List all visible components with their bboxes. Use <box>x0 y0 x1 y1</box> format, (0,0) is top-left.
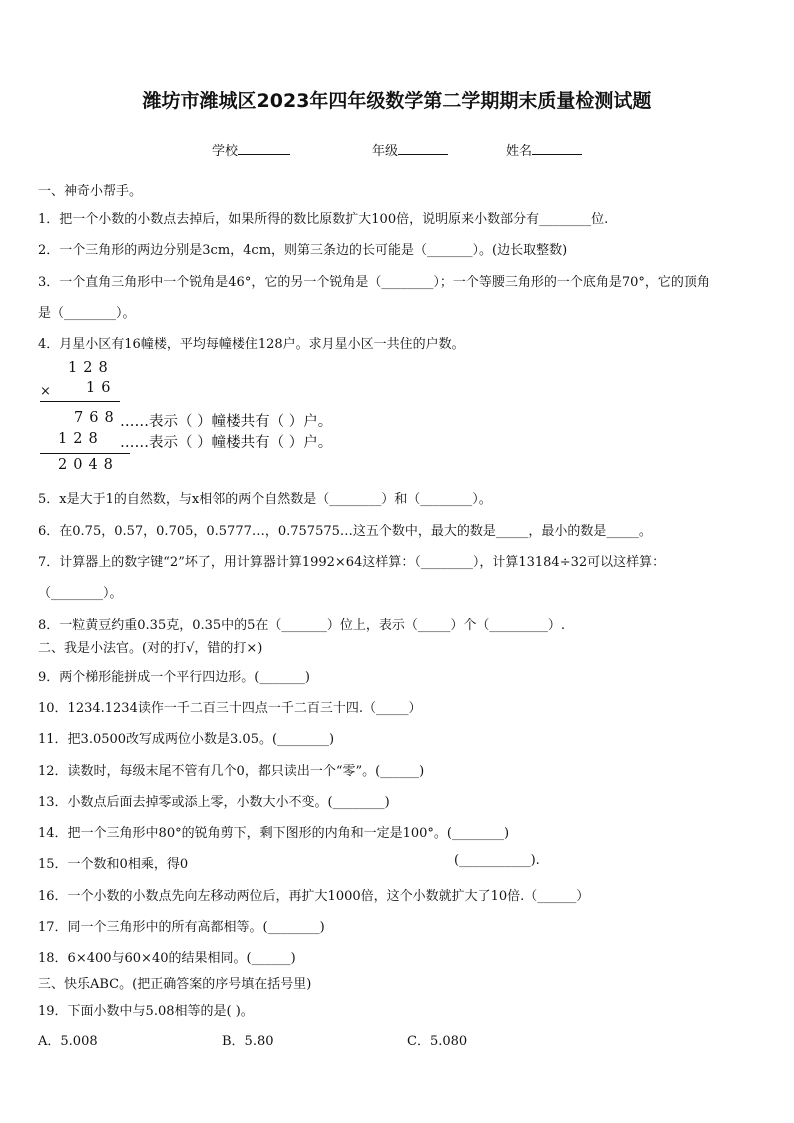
school-blank[interactable] <box>238 142 290 155</box>
question-5: 5．x是大于1的自然数，与x相邻的两个自然数是（________）和（________）。 <box>38 492 492 507</box>
calc-multiplier: 16 <box>86 380 117 396</box>
calc-partial-2: 128 <box>58 431 104 447</box>
question-9: 9．两个梯形能拼成一个平行四边形。(_______) <box>38 670 310 685</box>
question-19: 19．下面小数中与5.08相等的是( )。 <box>38 1004 254 1019</box>
school-field <box>212 140 290 159</box>
question-17: 17．同一个三角形中的所有高都相等。(________) <box>38 920 325 935</box>
option-a[interactable]: A．5.008 <box>38 1034 98 1049</box>
name-field <box>506 140 582 159</box>
question-12: 12．读数时，每级末尾不管有几个0，都只读出一个“零”。(______) <box>38 764 425 779</box>
calc-rule-2 <box>40 453 130 454</box>
question-3: 3．一个直角三角形中一个锐角是46°，它的另一个锐角是（________）；一个等腰三角形的一个底角是70°，它的顶角 <box>38 275 710 290</box>
calc-times-sign: × <box>40 384 57 399</box>
calc-partial-2-note: ……表示（ ）幢楼共有（ ）户。 <box>120 435 333 451</box>
question-6: 6．在0.75，0.57，0.705，0.5777…，0.757575…这五个数中，最大的数是_____，最小的数是_____。 <box>38 524 652 539</box>
calc-rule-1 <box>40 401 120 402</box>
question-15-blank[interactable]: (___________). <box>454 853 540 868</box>
question-14: 14．把一个三角形中80°的锐角剪下，剩下图形的内角和一定是100°。(________) <box>38 826 510 841</box>
question-10: 10．1234.1234读作一千二百三十四点一千二百三十四.（_____） <box>38 701 422 716</box>
question-7: 7．计算器上的数字键“2”坏了，用计算器计算1992×64这样算：（________），计算13184÷32可以这样算： <box>38 555 666 570</box>
grade-field <box>372 140 448 159</box>
question-8: 8．一粒黄豆约重0.35克，0.35中的5在（_______）位上，表示（_____）个（_________）. <box>38 618 566 633</box>
question-13: 13．小数点后面去掉零或添上零，小数大小不变。(________) <box>38 795 390 810</box>
option-b[interactable]: B．5.80 <box>222 1034 274 1049</box>
question-7-cont: （________）。 <box>38 586 123 601</box>
question-11: 11．把3.0500改写成两位小数是3.05。(________) <box>38 732 335 747</box>
grade-blank[interactable] <box>398 142 448 155</box>
question-3-cont: 是（________）。 <box>38 306 136 321</box>
question-4: 4．月星小区有16幢楼，平均每幢楼住128户。求月星小区一共住的户数。 <box>38 337 465 352</box>
section-1-heading: 一、神奇小帮手。 <box>38 184 143 199</box>
option-c[interactable]: C．5.080 <box>407 1034 468 1049</box>
calc-multiplicand: 128 <box>68 360 114 376</box>
question-2: 2．一个三角形的两边分别是3cm，4cm，则第三条边的长可能是（_______）。(边长取整数) <box>38 243 568 258</box>
question-15: 15．一个数和0相乘，得0 <box>38 857 189 872</box>
calc-partial-1-note: ……表示（ ）幢楼共有（ ）户。 <box>120 414 333 430</box>
calc-product: 2048 <box>58 457 119 473</box>
grade-label: 年级 <box>372 144 399 159</box>
school-label: 学校 <box>212 144 239 159</box>
question-16: 16．一个小数的小数点先向左移动两位后，再扩大1000倍，这个小数就扩大了10倍.（______） <box>38 889 590 904</box>
question-1: 1．把一个小数的小数点去掉后，如果所得的数比原数扩大100倍，说明原来小数部分有________位. <box>38 212 609 227</box>
name-label: 姓名 <box>506 144 533 159</box>
question-18: 18．6×400与60×40的结果相同。(______) <box>38 951 296 966</box>
calc-partial-1: 768 <box>74 410 120 426</box>
section-2-heading: 二、我是小法官。(对的打√，错的打×) <box>38 641 263 656</box>
name-blank[interactable] <box>532 142 582 155</box>
page-title: 潍坊市潍城区2023年四年级数学第二学期期末质量检测试题 <box>142 90 652 112</box>
section-3-heading: 三、快乐ABC。(把正确答案的序号填在括号里) <box>38 977 312 992</box>
